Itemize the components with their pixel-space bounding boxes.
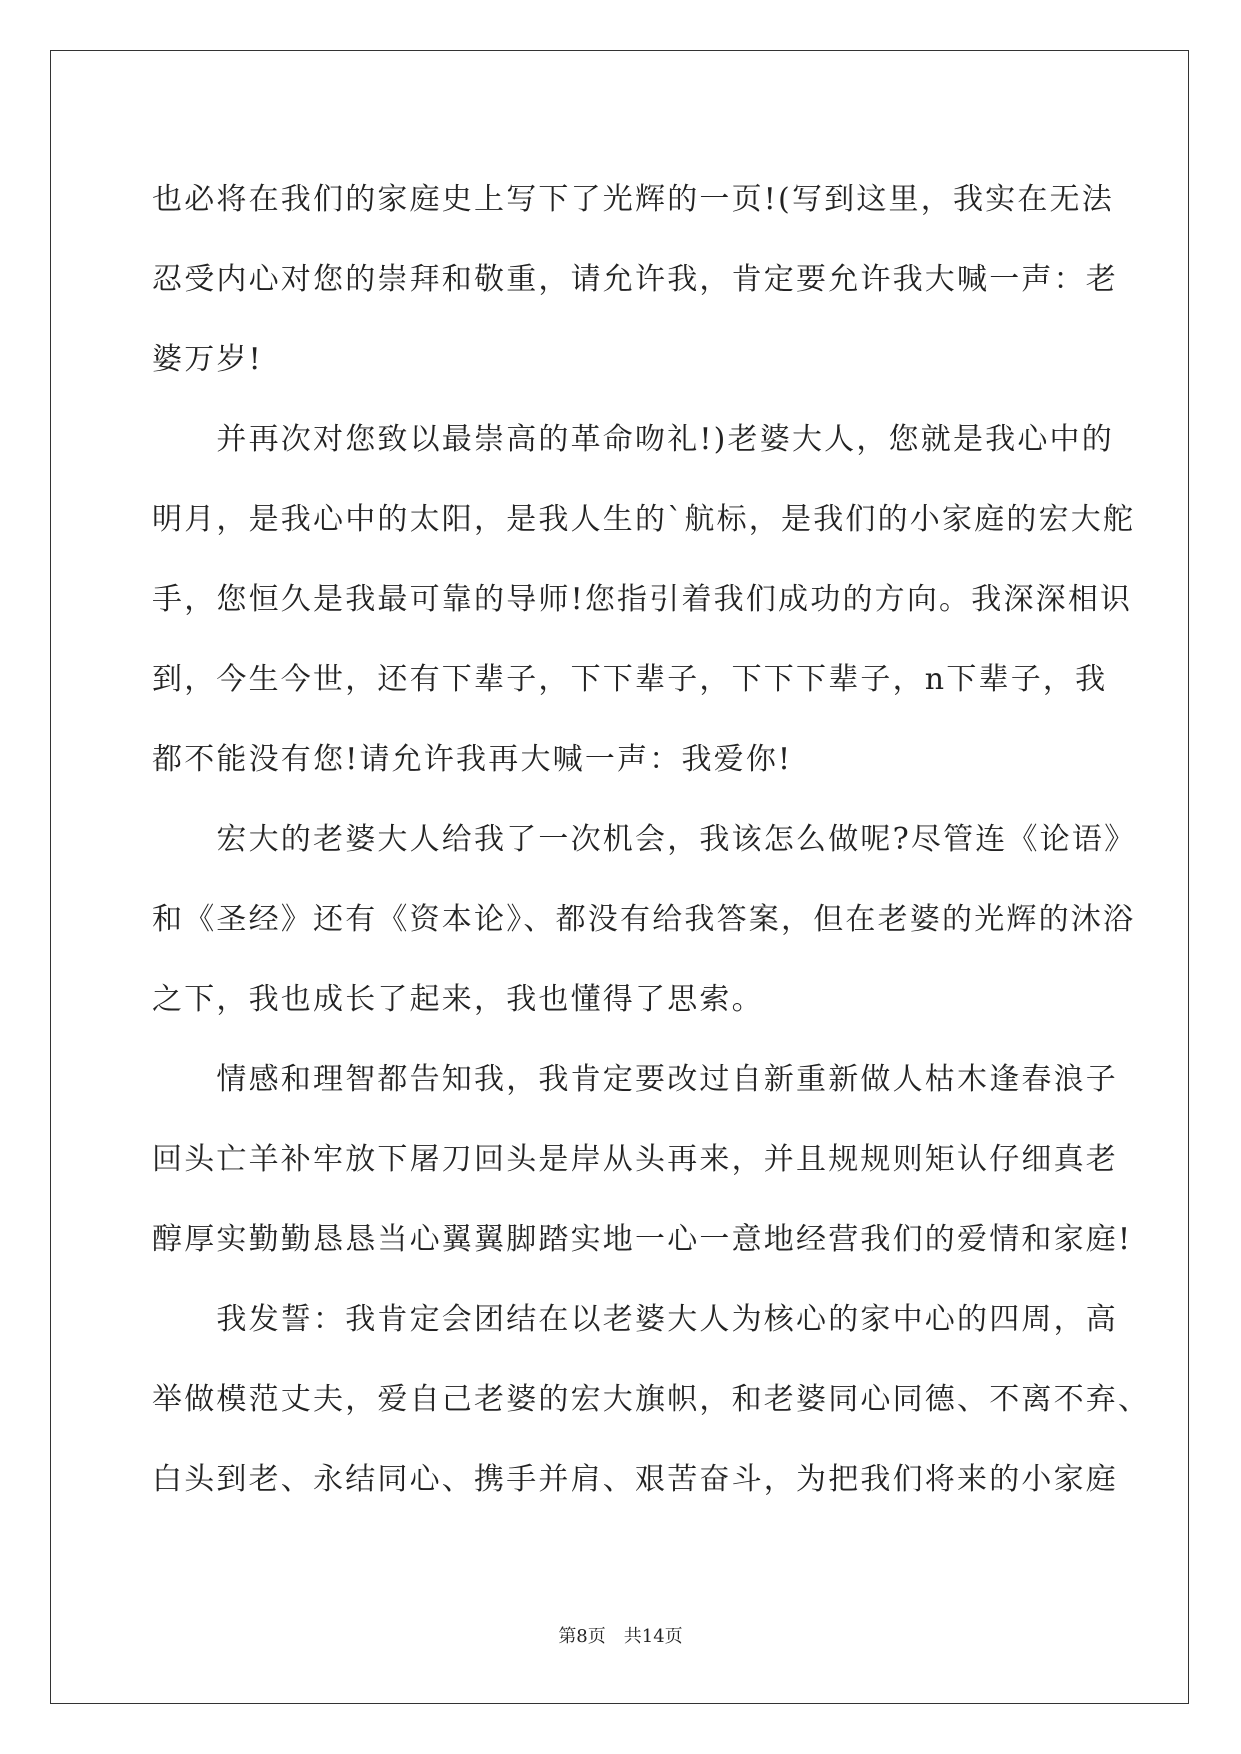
text-line: 并再次对您致以最崇高的革命吻礼!)老婆大人，您就是我心中的 [152, 422, 1114, 457]
text-line: 之下，我也成长了起来，我也懂得了思索。 [152, 982, 764, 1017]
text-line: 手，您恒久是我最可靠的导师!您指引着我们成功的方向。我深深相识 [152, 582, 1133, 617]
text-line: 醇厚实勤勤恳恳当心翼翼脚踏实地一心一意地经营我们的爱情和家庭! [152, 1222, 1133, 1257]
text-line: 也必将在我们的家庭史上写下了光辉的一页!(写到这里，我实在无法 [152, 182, 1114, 217]
text-line: 宏大的老婆大人给我了一次机会，我该怎么做呢?尽管连《论语》 [152, 822, 1137, 857]
text-line: 和《圣经》还有《资本论》、都没有给我答案，但在老婆的光辉的沐浴 [152, 902, 1136, 937]
text-line: 我发誓：我肯定会团结在以老婆大人为核心的家中心的四周，高 [152, 1302, 1118, 1337]
text-line: 忍受内心对您的崇拜和敬重，请允许我，肯定要允许我大喊一声：老 [152, 262, 1118, 297]
text-line: 白头到老、永结同心、携手并肩、艰苦奋斗，为把我们将来的小家庭 [152, 1462, 1118, 1497]
text-line: 情感和理智都告知我，我肯定要改过自新重新做人枯木逢春浪子 [152, 1062, 1118, 1097]
text-line: 回头亡羊补牢放下屠刀回头是岸从头再来，并且规规则矩认仔细真老 [152, 1142, 1118, 1177]
document-body [152, 160, 1151, 1520]
page-number-footer: 第8页 共14页 [558, 1626, 683, 1647]
text-line: 都不能没有您!请允许我再大喊一声：我爱你! [152, 742, 793, 777]
text-line: 婆万岁! [152, 342, 263, 377]
text-line: 到，今生今世，还有下辈子，下下辈子，下下下辈子，n下辈子，我 [152, 662, 1108, 697]
text-line: 明月，是我心中的太阳，是我人生的`航标，是我们的小家庭的宏大舵 [152, 502, 1136, 537]
text-line: 举做模范丈夫，爱自己老婆的宏大旗帜，和老婆同心同德、不离不弃、 [152, 1382, 1151, 1417]
